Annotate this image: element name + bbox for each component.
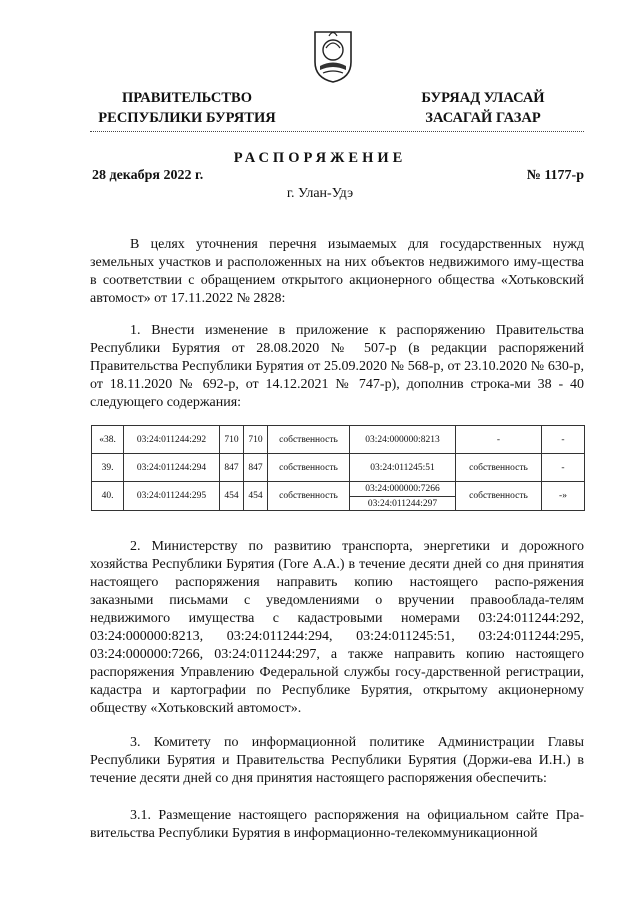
area-value: 710 <box>220 426 244 454</box>
header-right-line2: ЗАСАГАЙ ГАЗАР <box>425 110 541 126</box>
object-ownership-type: собственность <box>456 482 542 511</box>
coat-of-arms-emblem-icon <box>312 26 354 84</box>
area-value: 710 <box>244 426 268 454</box>
paragraph-1: 1. Внести изменение в приложение к распоряжению Правительства Республики Бурятия от 28.08.2020 № 507-р (в редакции распоряжений Правительства Республики Бурятия от 25.09.2020 № 568-р, от 23.10.2020 № 630-р, от 18.11.2020 № 692-р, от 14.12.2021 № 747-р), дополнив строка-ми 38 - 40 следующего содержания: <box>90 323 584 410</box>
paragraph-3-1: 3.1. Размещение настоящего распоряжения на официальном сайте Пра-вительства Республики Бурятия в информационно-телекоммуникационной <box>90 808 584 841</box>
row-end: - <box>542 454 585 482</box>
object-cadastral-number: 03:24:011244:297 <box>350 497 456 511</box>
header-left-line2: РЕСПУБЛИКИ БУРЯТИЯ <box>98 110 276 126</box>
header-left-line1: ПРАВИТЕЛЬСТВО <box>122 90 252 106</box>
cadastral-number: 03:24:011244:292 <box>124 426 220 454</box>
object-cadastral-number: 03:24:011245:51 <box>350 454 456 482</box>
cadastral-number: 03:24:011244:295 <box>124 482 220 511</box>
object-ownership-type: собственность <box>456 454 542 482</box>
table-row <box>92 426 585 454</box>
object-cadastral-number: 03:24:000000:8213 <box>350 426 456 454</box>
row-number: 40. <box>92 482 124 511</box>
cadastral-number: 03:24:011244:294 <box>124 454 220 482</box>
area-value: 454 <box>244 482 268 511</box>
object-ownership-type: - <box>456 426 542 454</box>
document-city: г. Улан-Удэ <box>286 186 354 201</box>
table-row <box>92 482 585 497</box>
row-end: - <box>542 426 585 454</box>
amendment-table <box>91 425 585 511</box>
paragraph-3: 3. Комитету по информационной политике Администрации Главы Республики Бурятия и Правительства Республики Бурятия (Доржи-ева И.Н.) в течение десяти дней со дня принятия настоящего распоряжения обеспечить: <box>90 735 584 786</box>
table-row <box>92 454 585 482</box>
row-number: «38. <box>92 426 124 454</box>
header-right-line1: БУРЯАД УЛАСАЙ <box>421 90 545 106</box>
document-title: РАСПОРЯЖЕНИЕ <box>233 150 407 166</box>
ownership-type: собственность <box>268 454 350 482</box>
header-divider <box>90 131 584 132</box>
document-date: 28 декабря 2022 г. <box>92 168 204 183</box>
header-right <box>408 88 558 128</box>
paragraph-2: 2. Министерству по развитию транспорта, энергетики и дорожного хозяйства Республики Бурятия (Гоге А.А.) в течение десяти дней со дня принятия настоящего распоряжения направить копию настоящего распо-ряжения заказными письмами с уведомлениями о вручении правооблада-телям недвижимого имущества с кадастровыми номерами 03:24:011244:292, 03:24:000000:8213, 03:24:011244:294, 03:24:011245:51, 03:24:011244:295, 03:24:000000:7266, 03:24:011244:297, а также направить копию настоящего распоряжения Управлению Федеральной службы госу-дарственной регистрации, кадастра и картографии по Республике Бурятия, открытому акционерному обществу «Хотьковский автомост». <box>90 539 584 716</box>
ownership-type: собственность <box>268 482 350 511</box>
area-value: 847 <box>244 454 268 482</box>
row-number: 39. <box>92 454 124 482</box>
area-value: 847 <box>220 454 244 482</box>
object-cadastral-number: 03:24:000000:7266 <box>350 482 456 497</box>
document-number: № 1177-р <box>526 168 584 183</box>
row-end: -» <box>542 482 585 511</box>
intro-paragraph: В целях уточнения перечня изымаемых для государственных нужд земельных участков и расположенных на них объектов недвижимого иму-щества в соответствии с обращением открытого акционерного общества «Хотьковский автомост» от 17.11.2022 № 2828: <box>90 237 584 306</box>
area-value: 454 <box>220 482 244 511</box>
header-left <box>92 88 282 128</box>
ownership-type: собственность <box>268 426 350 454</box>
